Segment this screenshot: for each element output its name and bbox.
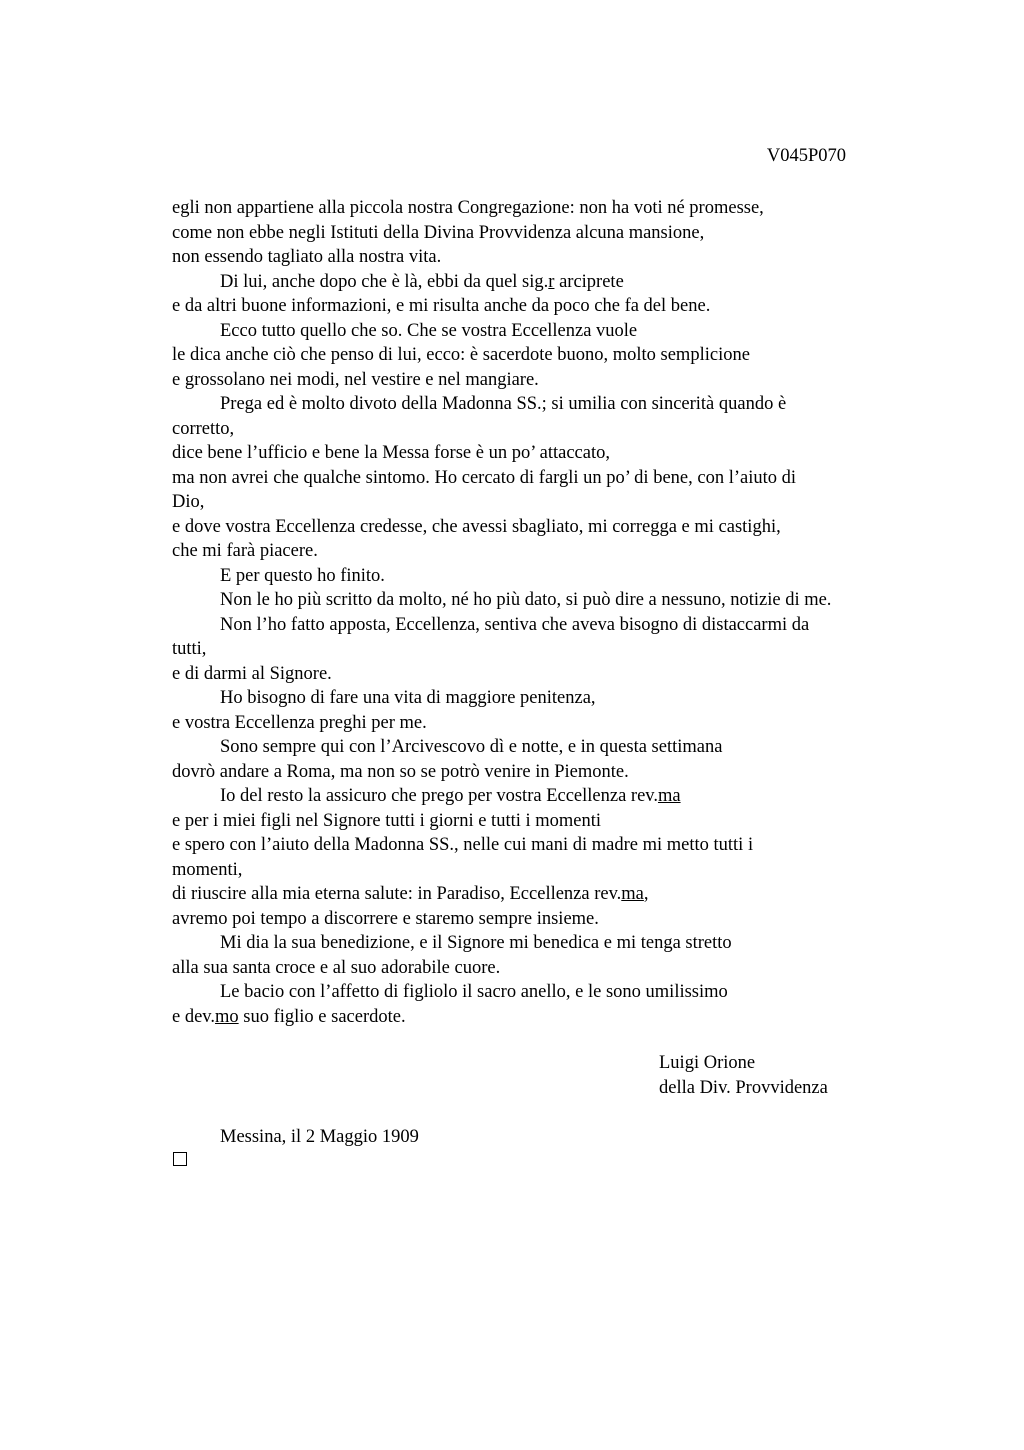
line-text: dovrò andare a Roma, ma non so se potrò venire in Piemonte.	[172, 761, 629, 782]
line-text: Io del resto la assicuro che prego per vostra Eccellenza rev.	[220, 786, 658, 806]
line-text: non essendo tagliato alla nostra vita.	[172, 247, 442, 267]
text-line	[172, 1005, 932, 1030]
line-text: tutti,	[172, 639, 207, 659]
text-line	[172, 907, 932, 932]
line-text: le dica anche ciò che penso di lui, ecco: è sacerdote buono, molto semplicione	[172, 345, 750, 365]
letter-body	[172, 196, 932, 1029]
text-line	[172, 735, 932, 760]
line-text: momenti,	[172, 859, 243, 880]
line-text: e di darmi al Signore.	[172, 663, 332, 684]
text-line	[172, 245, 932, 270]
line-text: Di lui, anche dopo che è là, ebbi da quel sig.	[220, 271, 549, 292]
line-text: Non l’ho fatto apposta, Eccellenza, sentiva che aveva bisogno di distaccarmi da	[220, 614, 810, 635]
text-line	[172, 515, 932, 540]
text-line	[172, 221, 932, 246]
line-text: e grossolano nei modi, nel vestire e nel mangiare.	[172, 369, 539, 390]
superscript-abbrev: mo	[214, 1006, 239, 1027]
line-text: e dev.	[172, 1006, 215, 1027]
line-text: corretto,	[172, 418, 235, 439]
text-line	[172, 539, 932, 564]
text-line	[172, 441, 932, 466]
text-line	[172, 882, 932, 907]
text-line	[172, 319, 932, 344]
text-line	[172, 368, 932, 393]
empty-box-glyph	[173, 1152, 187, 1166]
text-line	[172, 686, 932, 711]
text-line	[172, 417, 932, 442]
signature-title: della Div. Provvidenza	[659, 1077, 828, 1098]
dateline: Messina, il 2 Maggio 1909	[220, 1127, 419, 1147]
line-text: ma non avrei che qualche sintomo. Ho cercato di fargli un po’ di bene, con l’aiuto di	[172, 467, 797, 488]
line-text: e dove vostra Eccellenza credesse, che avessi sbagliato, mi corregga e mi castighi,	[172, 516, 781, 537]
text-line	[172, 270, 932, 295]
text-line	[172, 294, 932, 319]
text-line	[172, 196, 932, 221]
text-line	[172, 466, 932, 491]
line-text: egli non appartiene alla piccola nostra Congregazione: non ha voti né promesse,	[172, 198, 764, 218]
line-text: Mi dia la sua benedizione, e il Signore mi benedica e mi tenga stretto	[220, 933, 732, 953]
line-text: e spero con l’aiuto della Madonna SS., nelle cui mani di madre mi metto tutti i	[172, 835, 754, 855]
text-line	[172, 980, 932, 1005]
text-line	[172, 613, 932, 638]
text-line	[172, 809, 932, 834]
signature-name: Luigi Orione	[659, 1053, 756, 1073]
superscript-abbrev: ma	[621, 884, 644, 904]
text-line	[172, 956, 932, 981]
line-text: di riuscire alla mia eterna salute: in Paradiso, Eccellenza rev.	[172, 884, 622, 904]
text-line	[172, 760, 932, 785]
line-text: e vostra Eccellenza preghi per me.	[172, 712, 427, 733]
line-text: Sono sempre qui con l’Arcivescovo dì e notte, e in questa settimana	[220, 737, 723, 757]
text-line	[172, 392, 932, 417]
line-text: Dio,	[172, 492, 205, 512]
text-line	[172, 637, 932, 662]
text-line	[172, 784, 932, 809]
line-text: Le bacio con l’affetto di figliolo il sacro anello, e le sono umilissimo	[220, 982, 728, 1002]
line-text: e da altri buone informazioni, e mi risulta anche da poco che fa del bene.	[172, 296, 711, 316]
line-text: E per questo ho finito.	[220, 565, 385, 586]
text-line	[172, 662, 932, 687]
line-text: che mi farà piacere.	[172, 541, 318, 561]
line-text: alla sua santa croce e al suo adorabile cuore.	[172, 957, 501, 978]
line-text: Ecco tutto quello che so. Che se vostra Eccellenza vuole	[220, 320, 638, 341]
line-text: e per i miei figli nel Signore tutti i giorni e tutti i momenti	[172, 810, 602, 831]
text-line	[172, 490, 932, 515]
line-text: Ho bisogno di fare una vita di maggiore penitenza,	[220, 688, 596, 708]
superscript-abbrev: r	[548, 271, 555, 292]
line-text-tail: arciprete	[554, 271, 624, 292]
line-text: come non ebbe negli Istituti della Divina Provvidenza alcuna mansione,	[172, 222, 705, 243]
line-text-tail: ,	[643, 884, 649, 904]
text-line	[172, 564, 932, 589]
line-text: Non le ho più scritto da molto, né ho più dato, si può dire a nessuno, notizie di me.	[220, 590, 832, 610]
text-line	[172, 711, 932, 736]
text-line	[172, 833, 932, 858]
line-text: avremo poi tempo a discorrere e staremo sempre insieme.	[172, 908, 599, 929]
line-text: dice bene l’ufficio e bene la Messa forse è un po’ attaccato,	[172, 443, 610, 463]
superscript-abbrev: ma	[657, 786, 681, 806]
line-text: Prega ed è molto divoto della Madonna SS.; si umilia con sincerità quando è	[220, 394, 787, 414]
text-line	[172, 931, 932, 956]
text-line	[172, 858, 932, 883]
line-text-tail: suo figlio e sacerdote.	[238, 1006, 406, 1027]
text-line	[172, 343, 932, 368]
signature-block	[659, 1051, 828, 1100]
text-line	[172, 588, 932, 613]
page-id: V045P070	[766, 146, 846, 166]
